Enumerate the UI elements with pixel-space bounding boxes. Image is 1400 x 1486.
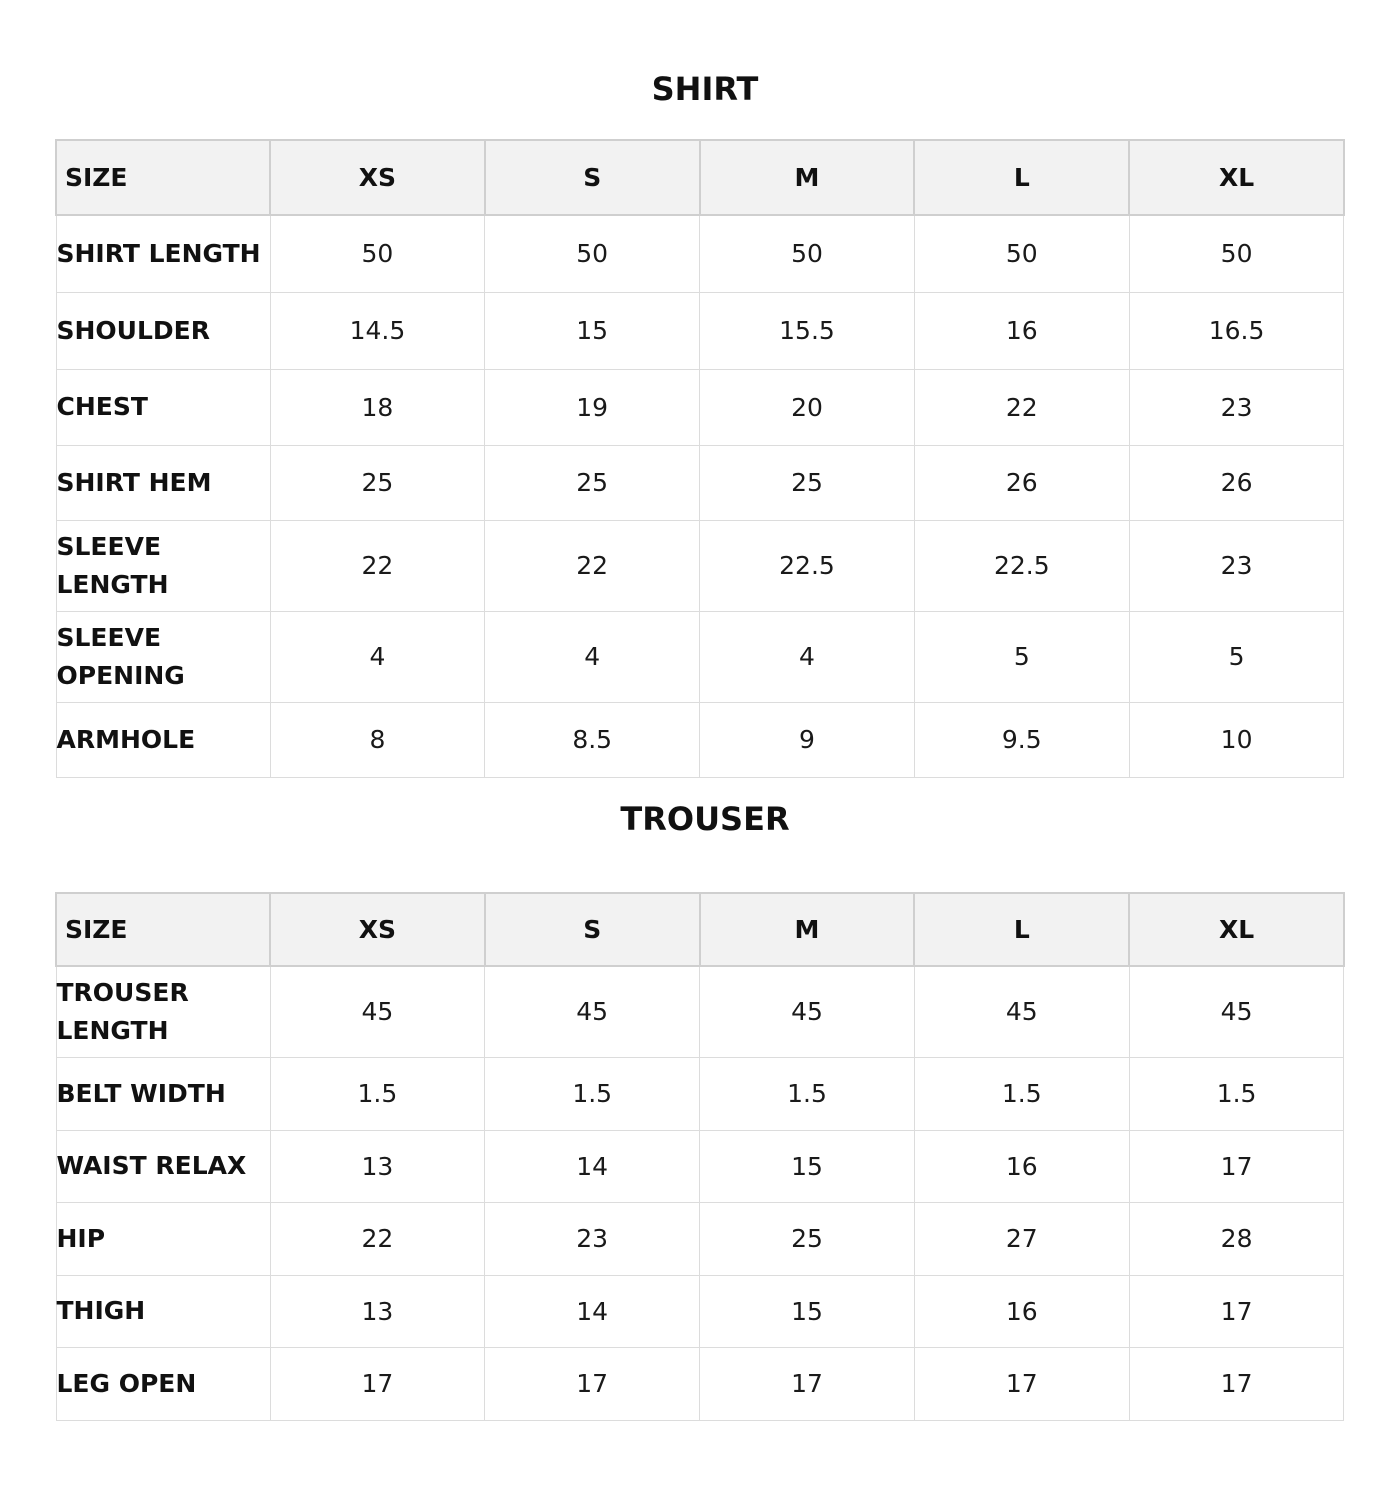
value-cell: 26 [1129,445,1344,520]
value-cell: 23 [1129,369,1344,445]
table-header-row [56,140,1344,215]
value-cell: 15.5 [700,292,915,369]
table-row [56,369,1344,445]
header-cell-xs: XS [270,893,485,966]
value-cell: 23 [1129,520,1344,611]
value-cell: 23 [485,1202,700,1275]
row-label: TROUSER LENGTH [56,966,270,1057]
header-cell-l: L [914,893,1129,966]
value-cell: 16 [914,1275,1129,1347]
value-cell: 17 [1129,1275,1344,1347]
value-cell: 50 [270,215,485,292]
value-cell: 16 [914,292,1129,369]
table-header-row [56,893,1344,966]
table-row [56,445,1344,520]
value-cell: 45 [700,966,915,1057]
value-cell: 45 [1129,966,1344,1057]
header-cell-xs: XS [270,140,485,215]
table-row [56,966,1344,1057]
value-cell: 27 [914,1202,1129,1275]
table-row [56,1130,1344,1202]
table-row [56,611,1344,702]
header-cell-s: S [485,893,700,966]
value-cell: 1.5 [270,1057,485,1130]
row-label: SLEEVE LENGTH [56,520,270,611]
value-cell: 8 [270,702,485,777]
shirt-size-table [55,139,1345,778]
row-label: LEG OPEN [56,1347,270,1420]
trouser-size-table [55,892,1345,1421]
value-cell: 17 [1129,1347,1344,1420]
value-cell: 22.5 [914,520,1129,611]
header-cell-s: S [485,140,700,215]
header-cell-xl: XL [1129,893,1344,966]
value-cell: 28 [1129,1202,1344,1275]
value-cell: 17 [1129,1130,1344,1202]
value-cell: 15 [485,292,700,369]
row-label: SHIRT LENGTH [56,215,270,292]
value-cell: 19 [485,369,700,445]
header-cell-xl: XL [1129,140,1344,215]
value-cell: 15 [700,1130,915,1202]
row-label: SHOULDER [56,292,270,369]
table-row [56,702,1344,777]
value-cell: 22.5 [700,520,915,611]
row-label: BELT WIDTH [56,1057,270,1130]
value-cell: 50 [485,215,700,292]
value-cell: 25 [485,445,700,520]
value-cell: 22 [270,1202,485,1275]
value-cell: 25 [700,445,915,520]
trouser-section-title: TROUSER [620,800,790,838]
value-cell: 4 [700,611,915,702]
value-cell: 15 [700,1275,915,1347]
table-row [56,520,1344,611]
value-cell: 14 [485,1275,700,1347]
value-cell: 13 [270,1275,485,1347]
value-cell: 10 [1129,702,1344,777]
value-cell: 8.5 [485,702,700,777]
table-row [56,1057,1344,1130]
value-cell: 14 [485,1130,700,1202]
table-row [56,215,1344,292]
row-label: SHIRT HEM [56,445,270,520]
value-cell: 45 [914,966,1129,1057]
value-cell: 17 [914,1347,1129,1420]
value-cell: 50 [700,215,915,292]
value-cell: 5 [1129,611,1344,702]
value-cell: 17 [270,1347,485,1420]
value-cell: 9 [700,702,915,777]
value-cell: 16.5 [1129,292,1344,369]
table-row [56,1202,1344,1275]
value-cell: 50 [1129,215,1344,292]
row-label: ARMHOLE [56,702,270,777]
value-cell: 18 [270,369,485,445]
header-cell-m: M [700,893,915,966]
value-cell: 17 [485,1347,700,1420]
row-label: HIP [56,1202,270,1275]
table-row [56,1275,1344,1347]
shirt-section-title: SHIRT [651,70,759,108]
row-label: THIGH [56,1275,270,1347]
value-cell: 14.5 [270,292,485,369]
value-cell: 50 [914,215,1129,292]
header-cell-l: L [914,140,1129,215]
value-cell: 1.5 [914,1057,1129,1130]
row-label: SLEEVE OPENING [56,611,270,702]
value-cell: 4 [485,611,700,702]
value-cell: 22 [270,520,485,611]
value-cell: 45 [485,966,700,1057]
value-cell: 25 [700,1202,915,1275]
value-cell: 1.5 [1129,1057,1344,1130]
value-cell: 17 [700,1347,915,1420]
value-cell: 5 [914,611,1129,702]
header-cell-size: SIZE [56,893,270,966]
row-label: CHEST [56,369,270,445]
value-cell: 1.5 [485,1057,700,1130]
value-cell: 13 [270,1130,485,1202]
value-cell: 1.5 [700,1057,915,1130]
value-cell: 22 [485,520,700,611]
value-cell: 22 [914,369,1129,445]
value-cell: 20 [700,369,915,445]
table-row [56,1347,1344,1420]
value-cell: 25 [270,445,485,520]
row-label: WAIST RELAX [56,1130,270,1202]
header-cell-size: SIZE [56,140,270,215]
value-cell: 4 [270,611,485,702]
value-cell: 16 [914,1130,1129,1202]
value-cell: 45 [270,966,485,1057]
header-cell-m: M [700,140,915,215]
value-cell: 9.5 [914,702,1129,777]
table-row [56,292,1344,369]
value-cell: 26 [914,445,1129,520]
